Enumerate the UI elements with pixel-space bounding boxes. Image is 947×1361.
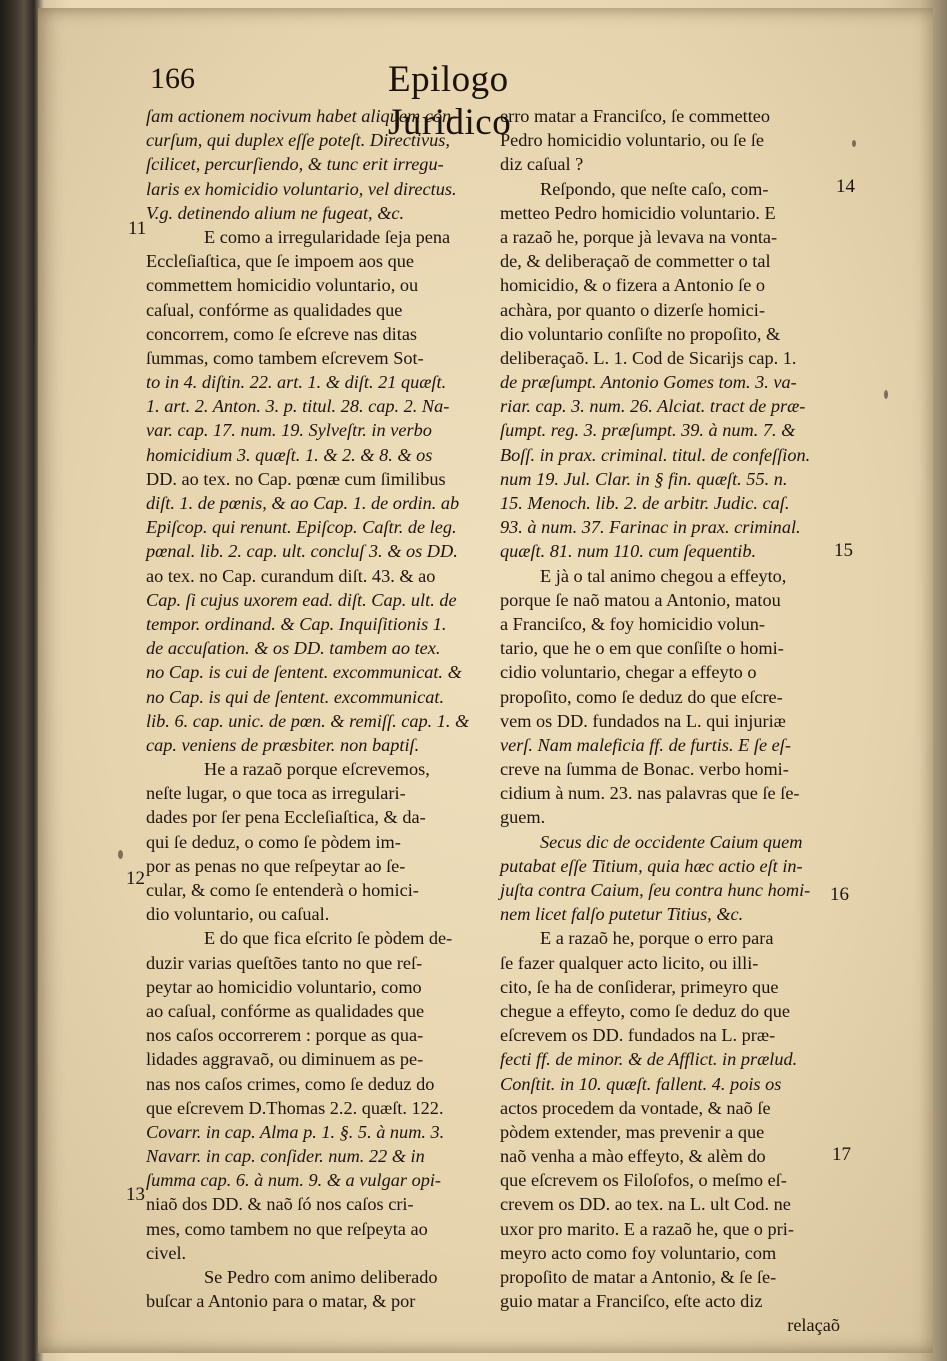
text-line: creve na ſumma de Bonac. verbo homi- bbox=[500, 759, 789, 780]
text-line: Se Pedro com animo deliberado bbox=[204, 1267, 438, 1287]
text-line: verſ. Nam maleficia ff. de furtis. E ſe eſ- bbox=[500, 734, 791, 755]
text-line: por as penas no que reſpeytar ao ſe- bbox=[146, 855, 406, 876]
text-line: no Cap. is cui de ſentent. excommunicat. & bbox=[146, 662, 462, 683]
text-line: propoſito de matar a Antonio, & ſe ſe- bbox=[500, 1267, 777, 1287]
text-line: pœnal. lib. 2. cap. ult. concluſ 3. & os DD. bbox=[146, 541, 458, 562]
margin-number: 12 bbox=[126, 868, 145, 889]
text-line: ſumma cap. 6. à num. 9. & a vulgar opi- bbox=[146, 1170, 442, 1191]
text-line: tario, que he o em que conſiſte o homi- bbox=[500, 638, 784, 659]
running-head: Epilogo Juridico bbox=[388, 59, 512, 143]
text-line: mes, como tambem no que reſpeyta ao bbox=[146, 1218, 428, 1239]
text-line: de accuſation. & os DD. tambem ao tex. bbox=[146, 638, 441, 659]
ink-speck bbox=[884, 390, 888, 399]
text-line: que eſcrevem os Filoſofos, o meſmo eſ- bbox=[500, 1170, 787, 1191]
text-line: diſt. 1. de pœnis, & ao Cap. 1. de ordin. ab bbox=[146, 493, 460, 513]
text-line: Epiſcop. qui renunt. Epiſcop. Caſtr. de leg. bbox=[146, 517, 457, 538]
text-line: riar. cap. 3. num. 26. Alciat. tract de præ- bbox=[500, 396, 806, 417]
text-line: vem os DD. fundados na L. qui injuriæ bbox=[500, 710, 786, 731]
text-line: He a razaõ porque eſcrevemos, bbox=[204, 759, 430, 780]
margin-number: 11 bbox=[128, 218, 147, 239]
text-line: metteo Pedro homicidio voluntario. E bbox=[500, 202, 776, 223]
text-line: a Franciſco, & foy homicidio volun- bbox=[500, 613, 766, 634]
text-line: DD. ao tex. no Cap. pœnæ cum ſimilibus bbox=[146, 468, 446, 489]
text-line: putabat eſſe Titium, quia hæc actio eſt in- bbox=[500, 855, 803, 876]
text-line: deliberaçaõ. L. 1. Cod de Sicarijs cap. 1. bbox=[500, 347, 797, 368]
text-line: ſam actionem nocivum habet aliquem con- bbox=[146, 106, 458, 126]
text-line: juſta contra Caium, ſeu contra hunc homi- bbox=[500, 880, 811, 900]
text-line: ao caſual, confórme as qualidades que bbox=[146, 1000, 425, 1021]
right-column bbox=[500, 104, 840, 1338]
text-line: de, & deliberaçaõ de commetter o tal bbox=[500, 251, 771, 272]
text-line: var. cap. 17. num. 19. Sylveſtr. in verbo bbox=[146, 420, 432, 441]
text-line: chegue a effeyto, como ſe deduz do que bbox=[500, 1000, 791, 1021]
text-line: laris ex homicidio voluntario, vel directus. bbox=[146, 178, 457, 199]
text-line: V.g. detinendo alium ne fugeat, &c. bbox=[146, 202, 405, 223]
text-line: guem. bbox=[500, 807, 546, 828]
text-line: cito, ſe ha de conſiderar, primeyro que bbox=[500, 976, 779, 997]
margin-number: 13 bbox=[126, 1184, 145, 1205]
text-line: pòdem extender, mas prevenir a que bbox=[500, 1121, 765, 1142]
text-line: civel. bbox=[146, 1242, 187, 1263]
text-line: neſte lugar, o que toca as irregulari- bbox=[146, 783, 406, 804]
text-line: propoſito, como ſe deduz do que eſcre- bbox=[500, 686, 783, 707]
text-line: Pedro homicidio voluntario, ou ſe ſe bbox=[500, 130, 765, 151]
text-line: de præſumpt. Antonio Gomes tom. 3. va- bbox=[500, 372, 797, 393]
text-line: cular, & como ſe entenderà o homici- bbox=[146, 880, 419, 900]
text-line: ſummas, como tambem eſcrevem Sot- bbox=[146, 347, 424, 368]
text-line: lidades aggravaõ, ou diminuem as pe- bbox=[146, 1049, 424, 1070]
text-line: cidio voluntario, chegar a effeyto o bbox=[500, 662, 757, 683]
text-line: Reſpondo, que neſte caſo, com- bbox=[540, 178, 769, 199]
margin-number: 15 bbox=[834, 540, 853, 561]
text-line: Conſtit. in 10. quæſt. fallent. 4. pois os bbox=[500, 1073, 782, 1094]
text-line: actos procedem da vontade, & naõ ſe bbox=[500, 1097, 771, 1118]
text-line: nos caſos occorrerem : porque as qua- bbox=[146, 1025, 424, 1046]
text-line: Navarr. in cap. conſider. num. 22 & in bbox=[146, 1146, 425, 1167]
text-line: nas nos caſos crimes, como ſe deduz do bbox=[146, 1073, 435, 1094]
text-line: tempor. ordinand. & Cap. Inquiſitionis 1. bbox=[146, 613, 447, 634]
text-line: dades por ſer pena Eccleſiaſtica, & da- bbox=[146, 807, 426, 828]
left-column bbox=[146, 104, 486, 1313]
text-line: E a razaõ he, porque o erro para bbox=[540, 928, 774, 949]
text-line: erro matar a Franciſco, ſe commetteo bbox=[500, 106, 771, 126]
text-line: Boſſ. in prax. criminal. titul. de confeſſion. bbox=[500, 444, 811, 465]
text-line: no Cap. is qui de ſentent. excommunicat. bbox=[146, 686, 445, 707]
text-line: ſumpt. reg. 3. præſumpt. 39. à num. 7. & bbox=[500, 420, 796, 441]
text-line: quæſt. 81. num 110. cum ſequentib. bbox=[500, 541, 757, 562]
text-line: meyro acto como foy voluntario, com bbox=[500, 1242, 777, 1263]
text-line: commettem homicidio voluntario, ou bbox=[146, 275, 419, 296]
text-line: curſum, qui duplex eſſe poteſt. Directivus, bbox=[146, 130, 450, 151]
text-line: naõ venha a mào effeyto, & alèm do bbox=[500, 1146, 766, 1167]
text-line: guio matar a Franciſco, eſte acto diz bbox=[500, 1291, 763, 1312]
text-line: 93. à num. 37. Farinac in prax. criminal. bbox=[500, 517, 801, 538]
text-line: num 19. Jul. Clar. in § fin. quæſt. 55. n. bbox=[500, 468, 788, 489]
text-line: E jà o tal animo chegou a effeyto, bbox=[540, 565, 787, 586]
text-line: porque ſe naõ matou a Antonio, matou bbox=[500, 589, 781, 610]
ink-speck bbox=[118, 850, 123, 859]
text-line: relaçaõ bbox=[787, 1315, 840, 1336]
text-line: duzir varias queſtões tanto no que reſ- bbox=[146, 952, 423, 973]
page-number: 166 bbox=[150, 62, 195, 95]
text-line: ſe fazer qualquer acto licito, ou illi- bbox=[500, 952, 759, 973]
text-line: niaõ dos DD. & naõ ſó nos caſos cri- bbox=[146, 1194, 414, 1215]
text-line: ſcilicet, percurſiendo, & tunc erit irregu- bbox=[146, 154, 444, 175]
text-line: crevem os DD. ao tex. na L. ult Cod. ne bbox=[500, 1194, 791, 1215]
text-line: peytar ao homicidio voluntario, como bbox=[146, 976, 422, 997]
margin-number: 14 bbox=[836, 176, 855, 197]
text-line: dio voluntario, ou caſual. bbox=[146, 904, 330, 925]
text-line: fecti ff. de minor. & de Afflict. in prælud. bbox=[500, 1049, 798, 1070]
text-line: concorrem, como ſe eſcreve nas ditas bbox=[146, 323, 418, 344]
text-line: ao tex. no Cap. curandum diſt. 43. & ao bbox=[146, 565, 436, 586]
text-line: uxor pro marito. E a razaõ he, que o pri- bbox=[500, 1218, 794, 1239]
margin-number: 16 bbox=[830, 884, 849, 905]
text-line: caſual, confórme as qualidades que bbox=[146, 299, 403, 320]
text-line: homicidium 3. quæſt. 1. & 2. & 8. & os bbox=[146, 444, 433, 465]
text-line: diz caſual ? bbox=[500, 154, 584, 175]
text-line: Cap. ſi cujus uxorem ead. diſt. Cap. ult. de bbox=[146, 589, 457, 610]
text-line: nem licet falſo putetur Titius, &c. bbox=[500, 904, 744, 925]
text-line: Eccleſiaſtica, que ſe impoem aos que bbox=[146, 251, 415, 272]
text-line: E do que fica eſcrito ſe pòdem de- bbox=[204, 928, 453, 949]
text-line: 15. Menoch. lib. 2. de arbitr. Judic. caſ. bbox=[500, 493, 790, 513]
text-line: qui ſe deduz, o como ſe pòdem im- bbox=[146, 831, 401, 852]
text-line: lib. 6. cap. unic. de pœn. & remiſſ. cap. 1. & bbox=[146, 710, 470, 731]
margin-number: 17 bbox=[832, 1144, 851, 1165]
text-line: cidium à num. 23. nas palavras que ſe ſe- bbox=[500, 783, 800, 804]
text-line: Covarr. in cap. Alma p. 1. §. 5. à num. 3. bbox=[146, 1121, 445, 1142]
text-line: a razaõ he, porque jà levava na vonta- bbox=[500, 226, 778, 247]
text-line: dio voluntario conſiſte no propoſito, & bbox=[500, 323, 781, 344]
text-line: Secus dic de occidente Caium quem bbox=[540, 831, 803, 852]
text-line: to in 4. diſtin. 22. art. 1. & diſt. 21 quæſt. bbox=[146, 372, 447, 393]
text-line: eſcrevem os DD. fundados na L. præ- bbox=[500, 1025, 776, 1046]
text-line: homicidio, & o fizera a Antonio ſe o bbox=[500, 275, 766, 296]
text-line: achàra, por quanto o dizerſe homici- bbox=[500, 299, 765, 320]
text-line: cap. veniens de præsbiter. non baptiſ. bbox=[146, 734, 420, 755]
ink-speck bbox=[852, 140, 856, 147]
text-line: 1. art. 2. Anton. 3. p. titul. 28. cap. 2. Na- bbox=[146, 396, 450, 417]
text-line: E como a irregularidade ſeja pena bbox=[204, 226, 451, 247]
text-line: buſcar a Antonio para o matar, & por bbox=[146, 1291, 416, 1312]
text-line: que eſcrevem D.Thomas 2.2. quæſt. 122. bbox=[146, 1097, 444, 1118]
